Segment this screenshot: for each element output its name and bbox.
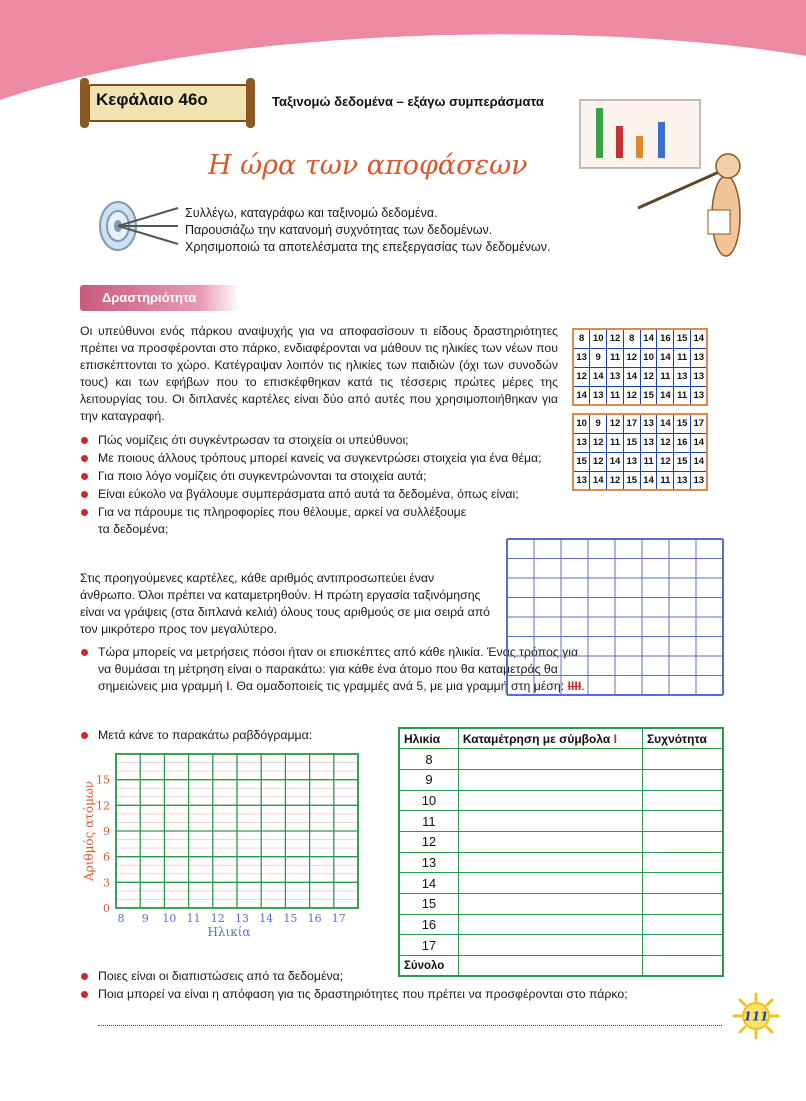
total-label: Σύνολο xyxy=(399,956,458,977)
x-tick-label: 11 xyxy=(186,912,201,925)
y-tick-label: 9 xyxy=(103,825,110,838)
card-cell: 10 xyxy=(573,414,590,433)
card-cell: 15 xyxy=(573,452,590,471)
age-cell: 17 xyxy=(399,935,458,956)
chapter-scroll xyxy=(78,78,268,128)
card-cell: 14 xyxy=(590,367,607,386)
x-tick-label: 15 xyxy=(283,912,298,925)
tally-header-symbol: I xyxy=(613,731,617,746)
tally-single-mark: I xyxy=(226,679,230,693)
card-cell: 15 xyxy=(674,329,691,348)
x-tick-label: 9 xyxy=(141,912,149,925)
age-row xyxy=(399,852,723,873)
data-card-1 xyxy=(572,328,708,406)
card-cell: 13 xyxy=(590,386,607,405)
tally-cell[interactable] xyxy=(458,831,642,852)
card-row xyxy=(573,386,707,405)
card-cell: 15 xyxy=(623,471,640,490)
card-row xyxy=(573,367,707,386)
data-card-2 xyxy=(572,413,708,491)
card-cell: 14 xyxy=(657,414,674,433)
question-item: Για να πάρουμε τις πληροφορίες που θέλουμε, αρκεί να συλλέξουμε τα δεδομένα; xyxy=(80,504,480,538)
final-question: Ποια μπορεί να είναι η απόφαση για τις δραστηριότητες που πρέπει να προσφέρονται στο πάρκο; xyxy=(80,986,740,1003)
frequency-cell[interactable] xyxy=(642,769,723,790)
card-cell: 12 xyxy=(607,471,624,490)
x-tick-label: 16 xyxy=(307,912,322,925)
card-cell: 12 xyxy=(590,452,607,471)
card-cell: 13 xyxy=(573,471,590,490)
age-row xyxy=(399,914,723,935)
age-row xyxy=(399,894,723,915)
objective-item: Παρουσιάζω την κατανομή συχνότητας των δεδομένων. xyxy=(185,223,493,237)
tally-cell[interactable] xyxy=(458,769,642,790)
card-cell: 13 xyxy=(640,414,657,433)
frequency-table xyxy=(398,727,724,977)
bar-chart[interactable] xyxy=(80,748,365,945)
card-cell: 12 xyxy=(657,452,674,471)
age-cell: 15 xyxy=(399,894,458,915)
card-cell: 16 xyxy=(674,433,691,452)
card-cell: 12 xyxy=(640,367,657,386)
card-row xyxy=(573,348,707,367)
card-row xyxy=(573,471,707,490)
card-cell: 11 xyxy=(607,348,624,367)
card-cell: 13 xyxy=(691,471,708,490)
x-tick-label: 14 xyxy=(259,912,274,925)
card-cell: 14 xyxy=(623,367,640,386)
frequency-header-row xyxy=(399,728,723,749)
card-cell: 14 xyxy=(691,329,708,348)
frequency-cell[interactable] xyxy=(642,831,723,852)
sort-paragraph: Στις προηγούμενες καρτέλες, κάθε αριθμός αντιπροσωπεύει έναν άνθρωπο. Όλοι πρέπει να καταμετρηθούν. Η πρώτη εργασία ταξινόμησης είναι να γράψεις (στα διπλανά κελιά) όλους τους αριθμούς σε μια σειρά από τον μικρότερο προς τον μεγαλύτερο. xyxy=(80,571,491,636)
card-cell: 13 xyxy=(640,433,657,452)
question-item: Είναι εύκολο να βγάλουμε συμπεράσματα από αυτά τα δεδομένα, όπως είναι; xyxy=(80,486,580,503)
card-cell: 13 xyxy=(691,367,708,386)
tally-cell[interactable] xyxy=(458,914,642,935)
card-cell: 12 xyxy=(607,329,624,348)
x-tick-label: 12 xyxy=(210,912,225,925)
tally-cell[interactable] xyxy=(458,894,642,915)
answer-line[interactable] xyxy=(98,1012,722,1026)
card-cell: 15 xyxy=(623,433,640,452)
x-tick-label: 17 xyxy=(331,912,346,925)
tally-text-middle: . Θα ομαδοποιείς τις γραμμές ανά 5, με μια γραμμή στη μέση: xyxy=(229,679,565,693)
page-title: Η ώρα των αποφάσεων xyxy=(208,150,528,181)
chapter-subtitle: Ταξινομώ δεδομένα – εξάγω συμπεράσματα xyxy=(272,94,544,109)
age-cell: 9 xyxy=(399,769,458,790)
card-cell: 8 xyxy=(623,329,640,348)
x-tick-label: 8 xyxy=(117,912,125,925)
card-cell: 16 xyxy=(657,329,674,348)
card-cell: 11 xyxy=(657,471,674,490)
intro-paragraph: Οι υπεύθυνοι ενός πάρκου αναψυχής για να αποφασίσουν τι είδους δραστηριότητες πρέπει να προσφέρονται στο πάρκο, ενδιαφέρονται να μάθουν τις ηλικίες των νέων που επισκέπτονται το χώρο. Κατέγραψαν λοιπόν τις ηλικίες των παιδιών (όχι των συνοδών τους) και των εφήβων που το επισκέφθηκαν κατά τις τέσσερις πρώτες μέρες της λειτουργίας του. Οι διπλανές καρτέλες είναι δύο από αυτές που χρησιμοποιήθηκαν για την καταγραφή. xyxy=(80,324,558,423)
card-cell: 14 xyxy=(657,386,674,405)
card-cell: 13 xyxy=(691,348,708,367)
age-row xyxy=(399,873,723,894)
chapter-label: Κεφάλαιο 46ο xyxy=(96,90,208,109)
card-cell: 12 xyxy=(623,386,640,405)
card-cell: 9 xyxy=(590,348,607,367)
frequency-cell[interactable] xyxy=(642,749,723,770)
question-list xyxy=(80,432,580,539)
frequency-cell[interactable] xyxy=(642,873,723,894)
card-cell: 13 xyxy=(674,367,691,386)
frequency-cell[interactable] xyxy=(642,790,723,811)
card-cell: 14 xyxy=(573,386,590,405)
y-tick-label: 6 xyxy=(103,850,110,864)
card-cell: 12 xyxy=(657,433,674,452)
card-cell: 17 xyxy=(623,414,640,433)
card-cell: 12 xyxy=(573,367,590,386)
age-row xyxy=(399,790,723,811)
page-number: 111 xyxy=(743,1009,769,1024)
frequency-cell[interactable] xyxy=(642,914,723,935)
age-cell: 16 xyxy=(399,914,458,935)
age-cell: 12 xyxy=(399,831,458,852)
tally-cell[interactable] xyxy=(458,749,642,770)
card-cell: 9 xyxy=(590,414,607,433)
tally-cell[interactable] xyxy=(458,852,642,873)
card-cell: 10 xyxy=(640,348,657,367)
chart-instruction-list xyxy=(80,727,380,745)
age-header: Ηλικία xyxy=(399,728,458,749)
card-cell: 15 xyxy=(674,452,691,471)
question-item: Πώς νομίζεις ότι συγκέντρωσαν τα στοιχεία οι υπεύθυνοι; xyxy=(80,432,580,449)
age-row xyxy=(399,811,723,832)
x-axis-label: Ηλικία xyxy=(207,925,251,939)
objective-item: Συλλέγω, καταγράφω και ταξινομώ δεδομένα. xyxy=(185,206,438,220)
card-cell: 13 xyxy=(607,367,624,386)
question-item: Για ποιο λόγο νομίζεις ότι συγκεντρώνονται τα στοιχεία αυτά; xyxy=(80,468,580,485)
y-tick-label: 15 xyxy=(96,773,110,787)
card-cell: 13 xyxy=(623,452,640,471)
age-cell: 11 xyxy=(399,811,458,832)
page-number-badge xyxy=(732,992,780,1040)
frequency-cell[interactable] xyxy=(642,935,723,956)
activity-label: Δραστηριότητα xyxy=(102,290,197,305)
frequency-cell[interactable] xyxy=(642,811,723,832)
card-cell: 14 xyxy=(657,348,674,367)
board-illustration xyxy=(578,98,748,266)
card-cell: 8 xyxy=(573,329,590,348)
y-tick-label: 3 xyxy=(103,876,110,890)
card-cell: 11 xyxy=(607,386,624,405)
age-cell: 8 xyxy=(399,749,458,770)
tally-header-label: Καταμέτρηση με σύμβολα xyxy=(462,731,611,746)
age-row xyxy=(399,769,723,790)
frequency-cell[interactable] xyxy=(642,894,723,915)
card-cell: 15 xyxy=(674,414,691,433)
age-cell: 14 xyxy=(399,873,458,894)
card-cell: 12 xyxy=(623,348,640,367)
card-cell: 13 xyxy=(674,471,691,490)
card-row xyxy=(573,414,707,433)
tally-group-mark: IIII xyxy=(567,679,582,693)
card-cell: 17 xyxy=(691,414,708,433)
card-row xyxy=(573,329,707,348)
frequency-cell[interactable] xyxy=(642,852,723,873)
activity-badge xyxy=(80,285,240,311)
chart-instruction: Μετά κάνε το παρακάτω ραβδόγραμμα: xyxy=(80,727,380,744)
age-row xyxy=(399,749,723,770)
tally-header xyxy=(458,728,642,749)
y-axis-label: Αριθμός ατόμων xyxy=(82,780,96,882)
card-cell: 14 xyxy=(691,452,708,471)
tally-cell[interactable] xyxy=(458,811,642,832)
target-icon xyxy=(92,198,184,254)
x-tick-label: 10 xyxy=(162,912,177,925)
card-cell: 12 xyxy=(590,433,607,452)
card-row xyxy=(573,433,707,452)
final-question-list xyxy=(80,968,740,1004)
final-question: Ποιες είναι οι διαπιστώσεις από τα δεδομένα; xyxy=(80,968,740,985)
age-row xyxy=(399,935,723,956)
card-cell: 12 xyxy=(607,414,624,433)
objectives-list xyxy=(185,205,550,256)
x-tick-label: 13 xyxy=(235,912,249,925)
card-cell: 13 xyxy=(573,348,590,367)
frequency-header: Συχνότητα xyxy=(642,728,723,749)
card-cell: 11 xyxy=(607,433,624,452)
card-cell: 11 xyxy=(657,367,674,386)
age-row xyxy=(399,831,723,852)
card-cell: 11 xyxy=(674,386,691,405)
card-cell: 13 xyxy=(573,433,590,452)
card-cell: 14 xyxy=(640,471,657,490)
tally-cell[interactable] xyxy=(458,935,642,956)
objective-item: Χρησιμοποιώ τα αποτελέσματα της επεξεργασίας των δεδομένων. xyxy=(185,240,551,254)
card-cell: 14 xyxy=(590,471,607,490)
age-cell: 10 xyxy=(399,790,458,811)
card-cell: 10 xyxy=(590,329,607,348)
tally-text-before: Τώρα μπορείς να μετρήσεις πόσοι ήταν οι επισκέπτες από κάθε ηλικία. Ένας τρόπος για να θυμάσαι τη μέτρηση είναι ο παρακάτω: για κάθε ένα άτομο που θα καταμετράς θα σημειώνεις μια γραμμή xyxy=(98,645,579,693)
y-tick-label: 0 xyxy=(103,902,110,915)
y-tick-label: 12 xyxy=(96,799,110,813)
card-cell: 14 xyxy=(607,452,624,471)
card-cell: 14 xyxy=(691,433,708,452)
tally-cell[interactable] xyxy=(458,790,642,811)
tally-cell[interactable] xyxy=(458,873,642,894)
age-cell: 13 xyxy=(399,852,458,873)
card-cell: 11 xyxy=(640,452,657,471)
card-cell: 11 xyxy=(674,348,691,367)
card-cell: 13 xyxy=(691,386,708,405)
card-row xyxy=(573,452,707,471)
question-item: Με ποιους άλλους τρόπους μπορεί κανείς να συγκεντρώσει στοιχεία για ένα θέμα; xyxy=(80,450,580,467)
sorting-grid[interactable] xyxy=(506,538,724,696)
card-cell: 15 xyxy=(640,386,657,405)
card-cell: 14 xyxy=(640,329,657,348)
tally-text-after: . xyxy=(581,679,585,693)
